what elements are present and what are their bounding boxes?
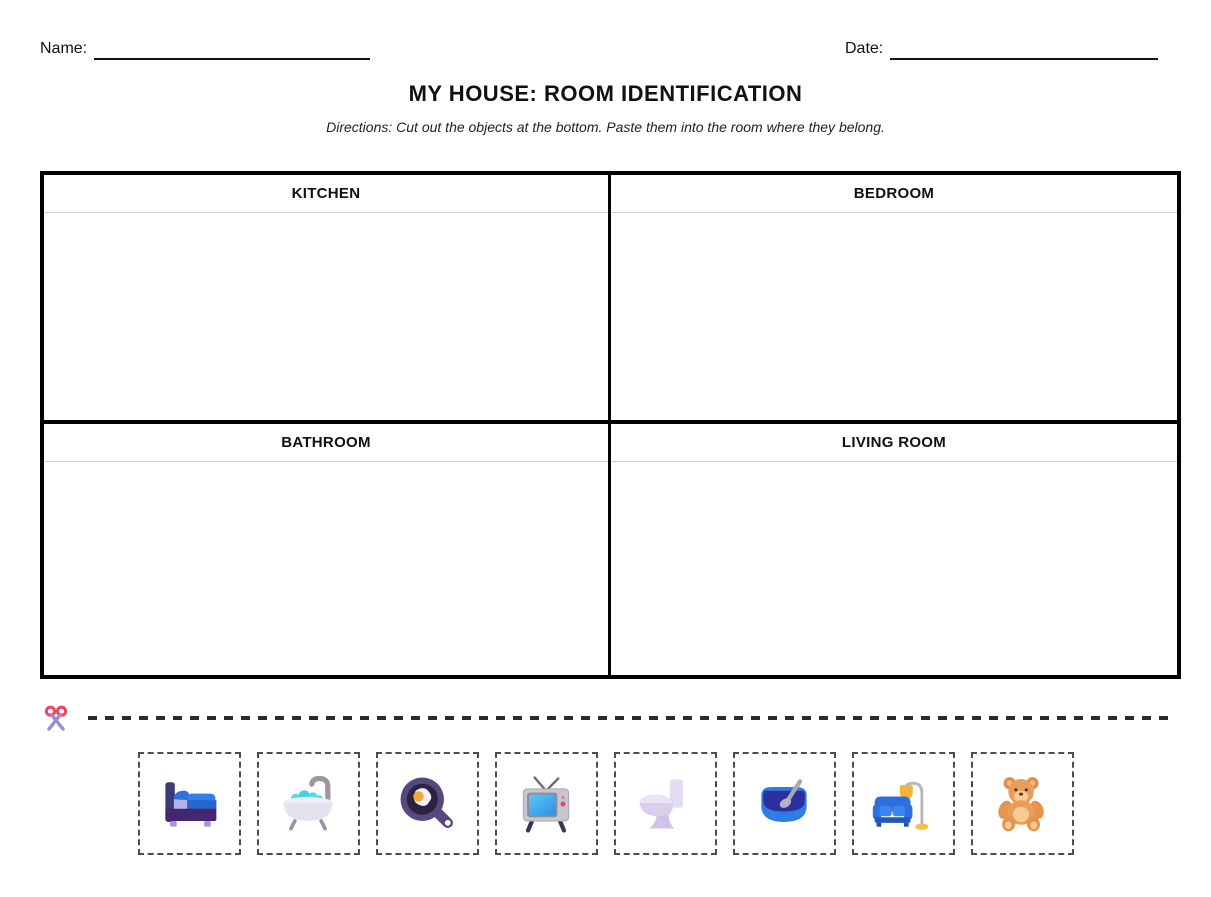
name-write-line[interactable] <box>94 38 370 60</box>
frying-pan-icon <box>393 770 461 838</box>
directions-text: Directions: Cut out the objects at the bottom. Paste them into the room where they belong. <box>326 119 885 135</box>
date-label: Date: <box>845 40 884 57</box>
room-label-bathroom: BATHROOM <box>44 424 608 462</box>
room-drop-area-bedroom[interactable] <box>611 213 1177 420</box>
tv-icon <box>512 770 580 838</box>
cutout-item-frying-pan[interactable] <box>376 752 479 855</box>
scissors-icon <box>42 705 72 735</box>
room-cell-bathroom <box>44 424 611 675</box>
room-drop-area-living-room[interactable] <box>611 462 1177 675</box>
cut-line <box>40 703 1173 735</box>
cutout-item-toilet[interactable] <box>614 752 717 855</box>
name-field <box>40 38 370 60</box>
cutout-item-teddy-bear[interactable] <box>971 752 1074 855</box>
room-label-bedroom: BEDROOM <box>611 175 1177 213</box>
cutout-item-couch-lamp[interactable] <box>852 752 955 855</box>
bathtub-icon <box>274 770 342 838</box>
couch-lamp-icon <box>869 770 937 838</box>
date-write-line[interactable] <box>890 38 1158 60</box>
dashed-cut-line <box>88 716 1171 720</box>
date-field <box>845 38 1158 60</box>
bowl-icon <box>750 770 818 838</box>
room-drop-area-kitchen[interactable] <box>44 213 608 420</box>
room-grid <box>40 171 1181 679</box>
room-label-kitchen: KITCHEN <box>44 175 608 213</box>
room-label-living-room: LIVING ROOM <box>611 424 1177 462</box>
cutout-item-television[interactable] <box>495 752 598 855</box>
toilet-icon <box>631 770 699 838</box>
room-cell-bedroom <box>611 175 1177 424</box>
room-drop-area-bathroom[interactable] <box>44 462 608 675</box>
cutout-item-bowl[interactable] <box>733 752 836 855</box>
page-title: MY HOUSE: ROOM IDENTIFICATION <box>408 81 803 106</box>
name-label: Name: <box>40 40 88 57</box>
cutout-row <box>0 752 1211 855</box>
teddy-bear-icon <box>988 770 1056 838</box>
bed-icon <box>155 770 223 838</box>
cutout-item-bathtub[interactable] <box>257 752 360 855</box>
room-cell-living-room <box>611 424 1177 675</box>
cutout-item-bed[interactable] <box>138 752 241 855</box>
room-cell-kitchen <box>44 175 611 424</box>
